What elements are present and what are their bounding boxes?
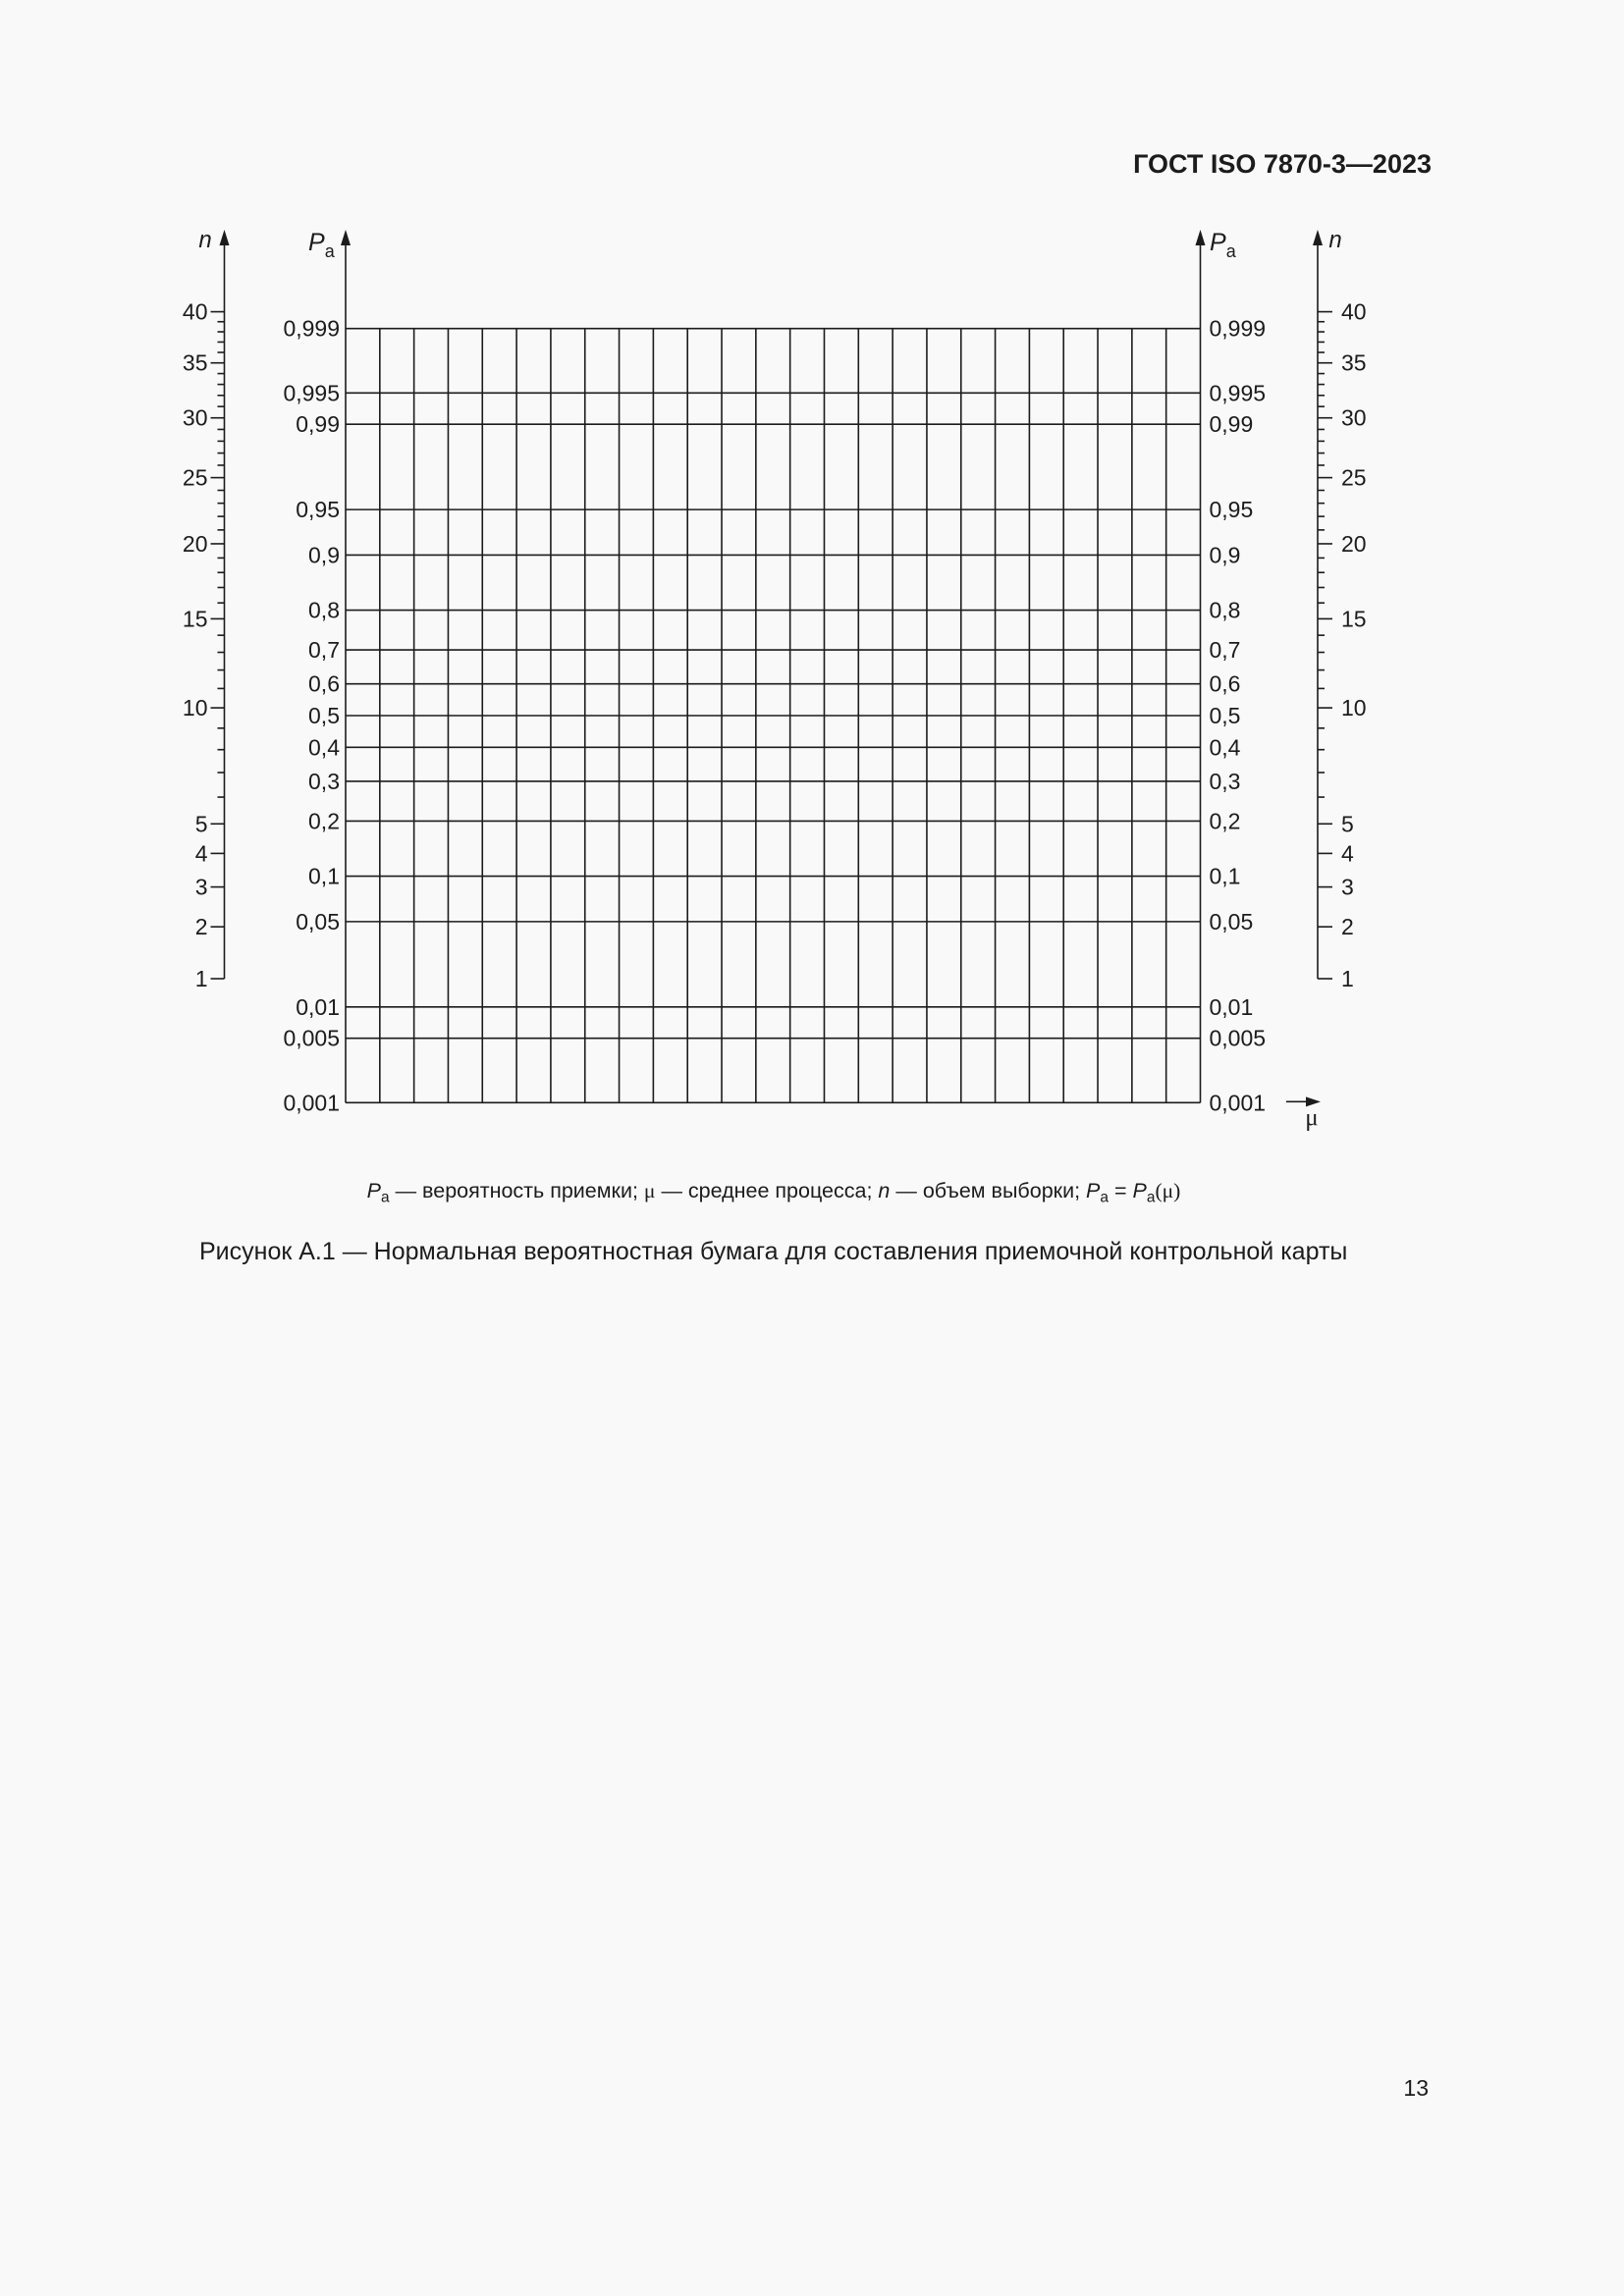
pa-tick-label-left: 0,5 <box>308 703 340 728</box>
pa-tick-label-right: 0,001 <box>1209 1090 1267 1116</box>
pa-tick-label-right: 0,99 <box>1209 411 1254 438</box>
n-tick-label-right: 5 <box>1341 811 1354 837</box>
pa-axis-right-arrowhead <box>1196 230 1206 245</box>
n-tick-label-left: 1 <box>194 966 208 991</box>
pa-axis-left-arrowhead <box>341 230 351 245</box>
n-axis-title-right: n <box>1328 227 1342 253</box>
n-tick-label-left: 4 <box>194 840 208 867</box>
n-tick-label-right: 35 <box>1341 349 1367 376</box>
pa-tick-label-left: 0,995 <box>283 380 340 406</box>
pa-tick-label-right: 0,3 <box>1209 768 1241 794</box>
n-tick-label-right: 1 <box>1341 966 1354 991</box>
legend-formula-equals: = <box>1113 1179 1127 1202</box>
pa-tick-label-right: 0,7 <box>1209 637 1241 664</box>
pa-tick-label-right: 0,995 <box>1209 380 1267 406</box>
n-tick-label-left: 35 <box>182 349 208 376</box>
pa-tick-label-left: 0,8 <box>308 597 340 623</box>
pa-tick-label-left: 0,7 <box>308 637 340 664</box>
pa-tick-label-right: 0,005 <box>1209 1025 1267 1051</box>
pa-tick-label-right: 0,2 <box>1209 808 1241 834</box>
n-tick-label-right: 3 <box>1341 874 1354 900</box>
legend-formula-lhs-subscript: a <box>1100 1189 1109 1206</box>
pa-tick-label-left: 0,95 <box>296 497 340 523</box>
legend-n-description: — объем выборки; <box>895 1179 1081 1202</box>
pa-axis-title-right-subscript: a <box>1225 241 1236 261</box>
n-tick-label-left: 15 <box>182 606 208 632</box>
pa-axis-title-left-subscript: a <box>324 241 335 261</box>
legend-mu-symbol: μ <box>643 1179 656 1202</box>
n-axis-left-arrowhead <box>220 230 230 245</box>
n-tick-label-left: 5 <box>194 811 208 837</box>
n-tick-label-right: 20 <box>1341 530 1367 557</box>
pa-tick-label-left: 0,05 <box>296 908 340 934</box>
n-tick-label-left: 2 <box>194 914 208 940</box>
pa-tick-label-left: 0,999 <box>283 315 340 342</box>
n-axis-title-left: n <box>198 227 212 253</box>
legend-pa-symbol: P <box>366 1179 381 1202</box>
pa-axis-title-right-symbol: P <box>1210 229 1226 256</box>
document-code-header: ГОСТ ISO 7870-3—2023 <box>1133 149 1432 179</box>
pa-tick-label-right: 0,8 <box>1209 597 1241 623</box>
pa-tick-label-right: 0,999 <box>1209 315 1267 342</box>
pa-tick-label-right: 0,4 <box>1209 734 1241 761</box>
n-tick-label-right: 2 <box>1341 914 1354 940</box>
figure-legend <box>196 1177 1351 1204</box>
pa-tick-label-left: 0,005 <box>283 1025 340 1051</box>
figure-title: Рисунок А.1 — Нормальная вероятностная бумага для составления приемочной контрольной карты <box>199 1238 1348 1265</box>
n-tick-label-right: 25 <box>1341 464 1367 491</box>
n-tick-label-left: 40 <box>182 298 208 325</box>
pa-tick-label-right: 0,6 <box>1209 670 1241 697</box>
legend-pa-subscript: a <box>380 1189 390 1206</box>
pa-tick-label-left: 0,001 <box>283 1090 340 1116</box>
n-tick-label-right: 30 <box>1341 404 1367 431</box>
pa-tick-label-left: 0,99 <box>296 411 340 438</box>
legend-pa-description: — вероятность приемки; <box>395 1179 638 1202</box>
page-number: 13 <box>1403 2075 1429 2101</box>
pa-tick-label-right: 0,95 <box>1209 497 1254 523</box>
legend-formula-lhs-symbol: P <box>1086 1179 1101 1202</box>
pa-tick-label-right: 0,1 <box>1209 863 1241 889</box>
n-tick-label-left: 25 <box>182 464 208 491</box>
n-tick-label-left: 10 <box>182 695 208 721</box>
n-tick-label-left: 20 <box>182 530 208 557</box>
pa-tick-label-left: 0,9 <box>308 542 340 568</box>
pa-tick-label-left: 0,1 <box>308 863 340 889</box>
n-tick-label-left: 3 <box>194 874 208 900</box>
legend-formula-argument: (μ) <box>1155 1179 1181 1202</box>
pa-axis-title-right <box>1210 229 1237 261</box>
n-tick-label-right: 15 <box>1341 606 1367 632</box>
pa-tick-label-right: 0,05 <box>1209 908 1254 934</box>
pa-tick-label-left: 0,2 <box>308 808 340 834</box>
legend-formula-rhs-symbol: P <box>1132 1179 1147 1202</box>
legend-formula-rhs-subscript: a <box>1146 1189 1156 1206</box>
n-tick-label-right: 40 <box>1341 298 1367 325</box>
n-tick-label-right: 4 <box>1341 840 1354 867</box>
pa-axis-title-left-symbol: P <box>308 229 325 256</box>
legend-n-symbol: n <box>878 1179 891 1202</box>
n-axis-right-arrowhead <box>1313 230 1323 245</box>
pa-axis-title-left <box>308 229 336 261</box>
pa-tick-label-left: 0,4 <box>308 734 340 761</box>
pa-tick-label-right: 0,01 <box>1209 993 1254 1020</box>
n-tick-label-right: 10 <box>1341 695 1367 721</box>
pa-tick-label-right: 0,9 <box>1209 542 1241 568</box>
pa-tick-label-left: 0,3 <box>308 768 340 794</box>
mu-axis-title: μ <box>1305 1104 1319 1132</box>
pa-tick-label-right: 0,5 <box>1209 703 1241 728</box>
pa-tick-label-left: 0,01 <box>296 993 340 1020</box>
legend-mu-description: — среднее процесса; <box>661 1179 873 1202</box>
pa-tick-label-left: 0,6 <box>308 670 340 697</box>
n-tick-label-left: 30 <box>182 404 208 431</box>
